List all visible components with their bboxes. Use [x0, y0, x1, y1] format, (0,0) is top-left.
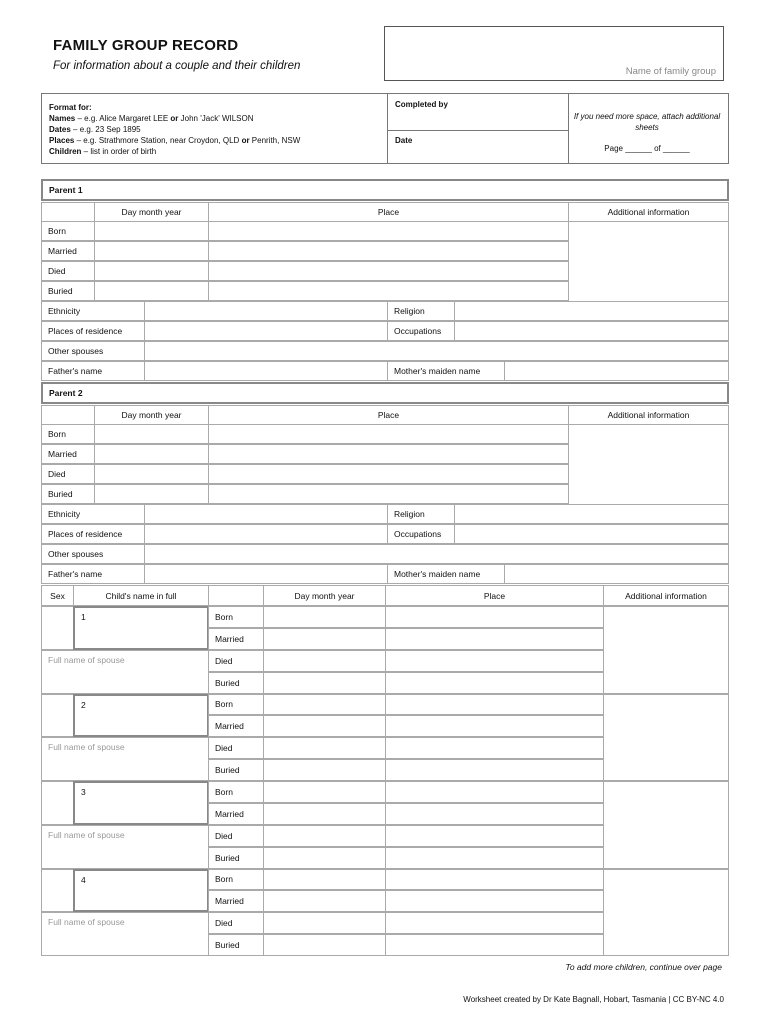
- child-4-born-date[interactable]: [263, 869, 386, 891]
- parent1-col-place: Place: [208, 202, 569, 222]
- parent2-born-label: Born: [41, 424, 95, 444]
- parent1-buried-date[interactable]: [94, 281, 209, 301]
- places-label: Places: [49, 136, 75, 145]
- child-4-buried-place[interactable]: [385, 934, 604, 956]
- child-4-buried-date[interactable]: [263, 934, 386, 956]
- child-2-died-date[interactable]: [263, 737, 386, 759]
- parent1-father-value[interactable]: [144, 361, 388, 381]
- child-2-married-label: Married: [208, 715, 264, 737]
- parent2-occupations-label: Occupations: [387, 524, 455, 544]
- child-3-married-label: Married: [208, 803, 264, 825]
- space-note: If you need more space, attach additional sheets: [573, 112, 721, 132]
- names-example-2: John 'Jack' WILSON: [178, 114, 254, 123]
- child-3-name-box[interactable]: [73, 781, 209, 825]
- child-4-born-place[interactable]: [385, 869, 604, 891]
- parent2-father-label: Father's name: [41, 564, 145, 584]
- child-4-name-box[interactable]: [73, 869, 209, 913]
- page-subtitle: For information about a couple and their children: [53, 60, 301, 72]
- child-number: 4: [81, 874, 86, 885]
- parent1-mother-value[interactable]: [504, 361, 729, 381]
- child-3-married-place[interactable]: [385, 803, 604, 825]
- child-2-died-place[interactable]: [385, 737, 604, 759]
- child-4-married-label: Married: [208, 890, 264, 912]
- parent2-married-label: Married: [41, 444, 95, 464]
- parent1-married-place[interactable]: [208, 241, 569, 261]
- parent1-married-label: Married: [41, 241, 95, 261]
- child-1-spouse-field[interactable]: [41, 650, 209, 694]
- continue-note: To add more children, continue over page: [565, 962, 722, 972]
- parent1-col-date: Day month year: [94, 202, 209, 222]
- parent2-father-value[interactable]: [144, 564, 388, 584]
- children-col-name: Child's name in full: [73, 585, 209, 606]
- format-heading: Format for:: [49, 103, 92, 112]
- spouse-label: Full name of spouse: [48, 829, 125, 840]
- parent2-col-info: Additional information: [568, 405, 729, 425]
- parent2-residence-value[interactable]: [144, 524, 388, 544]
- parent1-ethnicity-value[interactable]: [144, 301, 388, 321]
- parent1-died-date[interactable]: [94, 261, 209, 281]
- parent1-additional-info[interactable]: [568, 221, 729, 302]
- children-col-place: Place: [385, 585, 604, 606]
- parent1-religion-label: Religion: [387, 301, 455, 321]
- parent1-ethnicity-label: Ethnicity: [41, 301, 145, 321]
- child-3-sex[interactable]: [41, 781, 74, 825]
- format-guide-box: [41, 93, 729, 164]
- parent1-born-label: Born: [41, 221, 95, 241]
- parent2-born-place[interactable]: [208, 424, 569, 444]
- parent2-buried-label: Buried: [41, 484, 95, 504]
- child-1-died-label: Died: [208, 650, 264, 672]
- parent1-occupations-label: Occupations: [387, 321, 455, 341]
- places-example: – e.g. Strathmore Station, near Croydon, QLD: [74, 136, 242, 145]
- format-guide-text: [49, 102, 300, 157]
- child-3-additional-info[interactable]: [603, 781, 729, 869]
- parent2-died-date[interactable]: [94, 464, 209, 484]
- child-1-buried-date[interactable]: [263, 672, 386, 694]
- child-3-born-label: Born: [208, 781, 264, 803]
- child-3-born-place[interactable]: [385, 781, 604, 803]
- child-3-buried-date[interactable]: [263, 847, 386, 869]
- parent1-other_spouses-label: Other spouses: [41, 341, 145, 361]
- parent2-married-date[interactable]: [94, 444, 209, 464]
- parent2-header-blank: [41, 405, 95, 425]
- parent2-ethnicity-value[interactable]: [144, 504, 388, 524]
- credit-line: Worksheet created by Dr Kate Bagnall, Hobart, Tasmania | CC BY-NC 4.0: [463, 995, 724, 1004]
- children-col-sex: Sex: [41, 585, 74, 606]
- parent2-religion-value[interactable]: [454, 504, 729, 524]
- child-3-married-date[interactable]: [263, 803, 386, 825]
- parent2-born-date[interactable]: [94, 424, 209, 444]
- dates-label: Dates: [49, 125, 71, 134]
- child-3-born-date[interactable]: [263, 781, 386, 803]
- child-4-died-label: Died: [208, 912, 264, 934]
- child-number: 1: [81, 612, 86, 622]
- children-col-date: Day month year: [263, 585, 386, 606]
- child-1-born-label: Born: [208, 606, 264, 628]
- completed-by-label: Completed by: [395, 100, 448, 109]
- child-2-born-label: Born: [208, 694, 264, 716]
- child-2-sex[interactable]: [41, 694, 74, 738]
- child-1-died-place[interactable]: [385, 650, 604, 672]
- parent2-additional-info[interactable]: [568, 424, 729, 505]
- child-4-married-place[interactable]: [385, 890, 604, 912]
- parent2-religion-label: Religion: [387, 504, 455, 524]
- places-or: or: [241, 136, 250, 145]
- child-4-spouse-field[interactable]: [41, 912, 209, 956]
- parent1-other_spouses-value[interactable]: [144, 341, 729, 361]
- parent2-other_spouses-value[interactable]: [144, 544, 729, 564]
- child-1-born-place[interactable]: [385, 606, 604, 628]
- child-2-spouse-field[interactable]: [41, 737, 209, 781]
- parent1-residence-label: Places of residence: [41, 321, 145, 341]
- names-or: or: [170, 114, 179, 123]
- parent2-residence-label: Places of residence: [41, 524, 145, 544]
- child-1-buried-label: Buried: [208, 672, 264, 694]
- parent1-col-info: Additional information: [568, 202, 729, 222]
- names-example: – e.g. Alice Margaret LEE: [75, 114, 171, 123]
- child-1-married-date[interactable]: [263, 628, 386, 650]
- child-1-married-label: Married: [208, 628, 264, 650]
- child-1-born-date[interactable]: [263, 606, 386, 628]
- completed-by-section[interactable]: [387, 94, 569, 163]
- spouse-label: Full name of spouse: [48, 917, 125, 928]
- page-of-field[interactable]: Page ______ of ______: [604, 144, 690, 153]
- parent1-mother-label: Mother's maiden name: [387, 361, 505, 381]
- divider: [388, 130, 568, 131]
- child-3-died-place[interactable]: [385, 825, 604, 847]
- child-2-born-date[interactable]: [263, 694, 386, 716]
- child-number: 2: [81, 699, 86, 710]
- child-4-buried-label: Buried: [208, 934, 264, 956]
- parent1-occupations-value[interactable]: [454, 321, 729, 341]
- parent1-buried-place[interactable]: [208, 281, 569, 301]
- spouse-label: Full name of spouse: [48, 654, 125, 665]
- child-1-name-box[interactable]: [73, 606, 209, 650]
- parent2-col-place: Place: [208, 405, 569, 425]
- children-col-blank: [208, 585, 264, 606]
- page-title: FAMILY GROUP RECORD: [53, 37, 239, 54]
- child-3-died-date[interactable]: [263, 825, 386, 847]
- dates-example: – e.g. 23 Sep 1895: [70, 125, 141, 134]
- child-2-name-box[interactable]: [73, 694, 209, 738]
- child-1-additional-info[interactable]: [603, 606, 729, 694]
- parent1-died-label: Died: [41, 261, 95, 281]
- child-1-died-date[interactable]: [263, 650, 386, 672]
- parent2-ethnicity-label: Ethnicity: [41, 504, 145, 524]
- parent2-buried-date[interactable]: [94, 484, 209, 504]
- parent1-died-place[interactable]: [208, 261, 569, 281]
- parent2-mother-label: Mother's maiden name: [387, 564, 505, 584]
- parent2-col-date: Day month year: [94, 405, 209, 425]
- parent1-residence-value[interactable]: [144, 321, 388, 341]
- family-group-label: Name of family group: [625, 66, 716, 77]
- parent1-heading: Parent 1: [41, 179, 729, 201]
- family-group-name-field[interactable]: [384, 26, 724, 81]
- parent2-occupations-value[interactable]: [454, 524, 729, 544]
- child-2-born-place[interactable]: [385, 694, 604, 716]
- parent1-born-date[interactable]: [94, 221, 209, 241]
- child-3-buried-place[interactable]: [385, 847, 604, 869]
- parent2-mother-value[interactable]: [504, 564, 729, 584]
- children-label: Children: [49, 147, 82, 156]
- child-3-died-label: Died: [208, 825, 264, 847]
- child-number: 3: [81, 787, 86, 797]
- child-3-spouse-field[interactable]: [41, 825, 209, 869]
- parent1-buried-label: Buried: [41, 281, 95, 301]
- parent1-header-blank: [41, 202, 95, 222]
- names-label: Names: [49, 114, 76, 123]
- places-example-2: Penrith, NSW: [249, 136, 301, 145]
- child-2-additional-info[interactable]: [603, 694, 729, 782]
- child-3-buried-label: Buried: [208, 847, 264, 869]
- child-4-died-place[interactable]: [385, 912, 604, 934]
- parent2-buried-place[interactable]: [208, 484, 569, 504]
- child-2-buried-date[interactable]: [263, 759, 386, 781]
- spouse-label: Full name of spouse: [48, 742, 125, 753]
- child-2-died-label: Died: [208, 737, 264, 759]
- parent1-religion-value[interactable]: [454, 301, 729, 321]
- parent2-died-place[interactable]: [208, 464, 569, 484]
- child-2-married-date[interactable]: [263, 715, 386, 737]
- children-col-info: Additional information: [603, 585, 729, 606]
- child-2-married-place[interactable]: [385, 715, 604, 737]
- child-4-born-label: Born: [208, 869, 264, 891]
- child-2-buried-place[interactable]: [385, 759, 604, 781]
- child-1-married-place[interactable]: [385, 628, 604, 650]
- child-1-sex[interactable]: [41, 606, 74, 650]
- parent2-heading: Parent 2: [41, 382, 729, 404]
- children-note: – list in order of birth: [81, 147, 157, 156]
- child-4-sex[interactable]: [41, 869, 74, 913]
- child-1-buried-place[interactable]: [385, 672, 604, 694]
- parent1-married-date[interactable]: [94, 241, 209, 261]
- date-label: Date: [395, 136, 413, 145]
- parent1-father-label: Father's name: [41, 361, 145, 381]
- child-2-buried-label: Buried: [208, 759, 264, 781]
- child-4-married-date[interactable]: [263, 890, 386, 912]
- child-4-additional-info[interactable]: [603, 869, 729, 957]
- child-4-died-date[interactable]: [263, 912, 386, 934]
- parent1-born-place[interactable]: [208, 221, 569, 241]
- parent2-other_spouses-label: Other spouses: [41, 544, 145, 564]
- parent2-married-place[interactable]: [208, 444, 569, 464]
- parent2-died-label: Died: [41, 464, 95, 484]
